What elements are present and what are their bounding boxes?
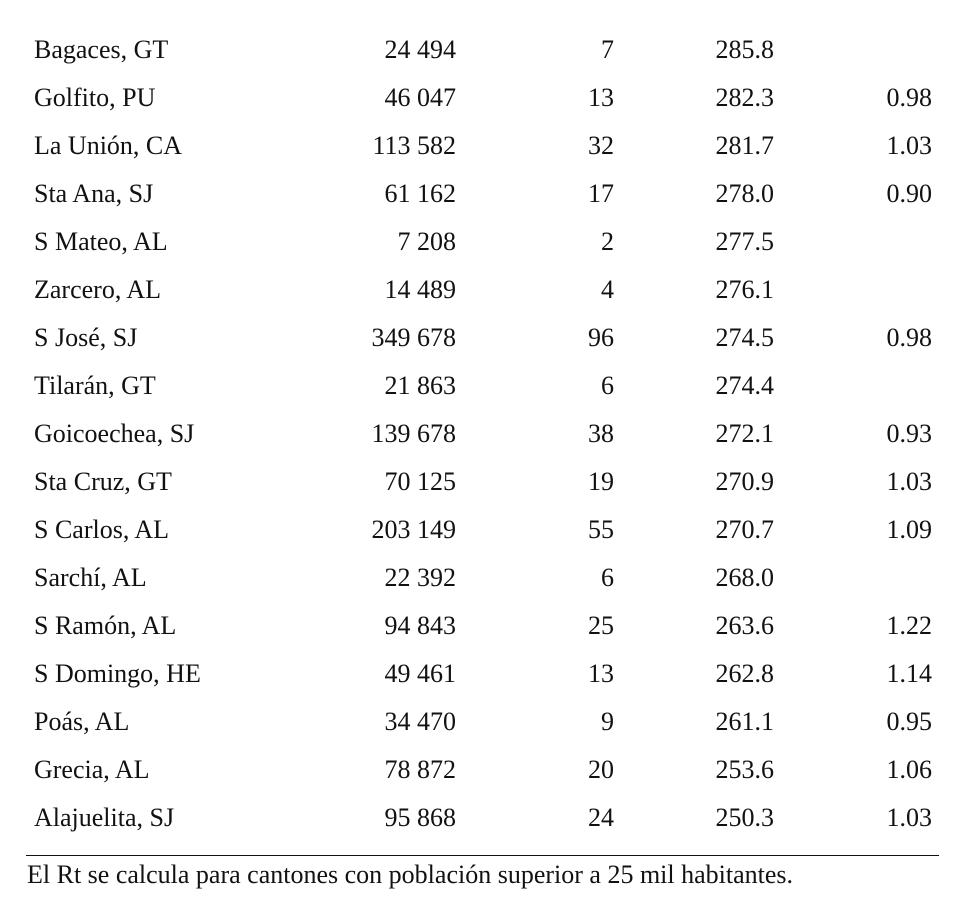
population-cell: 94 843 [384, 611, 456, 640]
population-cell: 139 678 [371, 419, 456, 448]
rate-cell: 276.1 [715, 275, 774, 304]
rate-cell: 274.5 [715, 323, 774, 352]
rt-cell: 0.98 [886, 83, 932, 112]
cases-cell: 96 [588, 323, 614, 352]
rate-cell: 253.6 [715, 755, 774, 784]
cases-cell: 55 [588, 515, 614, 544]
canton-name-cell: Zarcero, AL [34, 275, 162, 304]
table-row [0, 314, 974, 362]
cases-cell: 25 [588, 611, 614, 640]
rate-cell: 282.3 [715, 83, 774, 112]
canton-name-cell: S Ramón, AL [34, 611, 177, 640]
rt-cell: 0.95 [886, 707, 932, 736]
table-row [0, 650, 974, 698]
table-row [0, 266, 974, 314]
rt-cell: 1.09 [886, 515, 932, 544]
canton-name-cell: Bagaces, GT [34, 35, 169, 64]
rt-cell: 1.03 [886, 803, 932, 832]
canton-name-cell: S Mateo, AL [34, 227, 168, 256]
rt-cell: 1.06 [886, 755, 932, 784]
canton-name-cell: S Domingo, HE [34, 659, 201, 688]
cases-cell: 2 [601, 227, 614, 256]
rt-cell: 0.93 [886, 419, 932, 448]
rate-cell: 262.8 [715, 659, 774, 688]
cases-cell: 20 [588, 755, 614, 784]
table-row [0, 602, 974, 650]
canton-name-cell: Poás, AL [34, 707, 130, 736]
table-row [0, 746, 974, 794]
rate-cell: 278.0 [715, 179, 774, 208]
population-cell: 70 125 [384, 467, 456, 496]
cases-cell: 17 [588, 179, 614, 208]
rate-cell: 281.7 [715, 131, 774, 160]
canton-name-cell: Sta Cruz, GT [34, 467, 172, 496]
canton-name-cell: Grecia, AL [34, 755, 150, 784]
rt-cell: 1.03 [886, 467, 932, 496]
rate-cell: 250.3 [715, 803, 774, 832]
rate-cell: 272.1 [715, 419, 774, 448]
cases-cell: 7 [601, 35, 614, 64]
table-row [0, 170, 974, 218]
table-bottom-rule [26, 855, 939, 856]
canton-table [0, 26, 974, 842]
population-cell: 7 208 [397, 227, 456, 256]
canton-name-cell: Goicoechea, SJ [34, 419, 195, 448]
cases-cell: 9 [601, 707, 614, 736]
table-row [0, 218, 974, 266]
population-cell: 21 863 [384, 371, 456, 400]
cases-cell: 24 [588, 803, 614, 832]
rt-cell: 0.90 [886, 179, 932, 208]
population-cell: 95 868 [384, 803, 456, 832]
population-cell: 24 494 [384, 35, 456, 64]
population-cell: 22 392 [384, 563, 456, 592]
cases-cell: 38 [588, 419, 614, 448]
canton-name-cell: Sta Ana, SJ [34, 179, 154, 208]
population-cell: 14 489 [384, 275, 456, 304]
canton-name-cell: Alajuelita, SJ [34, 803, 175, 832]
population-cell: 34 470 [384, 707, 456, 736]
cases-cell: 13 [588, 83, 614, 112]
population-cell: 49 461 [384, 659, 456, 688]
cases-cell: 6 [601, 563, 614, 592]
table-row [0, 122, 974, 170]
rt-cell: 1.14 [886, 659, 932, 688]
table-row [0, 458, 974, 506]
canton-name-cell: S Carlos, AL [34, 515, 170, 544]
table-footnote: El Rt se calcula para cantones con población superior a 25 mil habitantes. [27, 860, 794, 889]
table-row [0, 74, 974, 122]
rate-cell: 261.1 [715, 707, 774, 736]
rt-cell: 1.03 [886, 131, 932, 160]
population-cell: 61 162 [384, 179, 456, 208]
population-cell: 113 582 [372, 131, 456, 160]
canton-name-cell: La Unión, CA [34, 131, 183, 160]
rate-cell: 285.8 [715, 35, 774, 64]
table-row [0, 554, 974, 602]
cases-cell: 4 [601, 275, 614, 304]
table-row [0, 698, 974, 746]
table-row [0, 26, 974, 74]
canton-name-cell: Tilarán, GT [34, 371, 156, 400]
canton-name-cell: S José, SJ [34, 323, 138, 352]
population-cell: 203 149 [371, 515, 456, 544]
canton-name-cell: Golfito, PU [34, 83, 156, 112]
rate-cell: 274.4 [715, 371, 774, 400]
rate-cell: 268.0 [715, 563, 774, 592]
rate-cell: 270.7 [715, 515, 774, 544]
table-row [0, 410, 974, 458]
rate-cell: 263.6 [715, 611, 774, 640]
table-row [0, 362, 974, 410]
population-cell: 46 047 [384, 83, 456, 112]
population-cell: 349 678 [371, 323, 456, 352]
table-row [0, 794, 974, 842]
population-cell: 78 872 [384, 755, 456, 784]
rate-cell: 277.5 [715, 227, 774, 256]
cases-cell: 32 [588, 131, 614, 160]
table-row [0, 506, 974, 554]
cases-cell: 6 [601, 371, 614, 400]
rt-cell: 0.98 [886, 323, 932, 352]
cases-cell: 13 [588, 659, 614, 688]
canton-name-cell: Sarchí, AL [34, 563, 147, 592]
rt-cell: 1.22 [886, 611, 932, 640]
rate-cell: 270.9 [715, 467, 774, 496]
cases-cell: 19 [588, 467, 614, 496]
